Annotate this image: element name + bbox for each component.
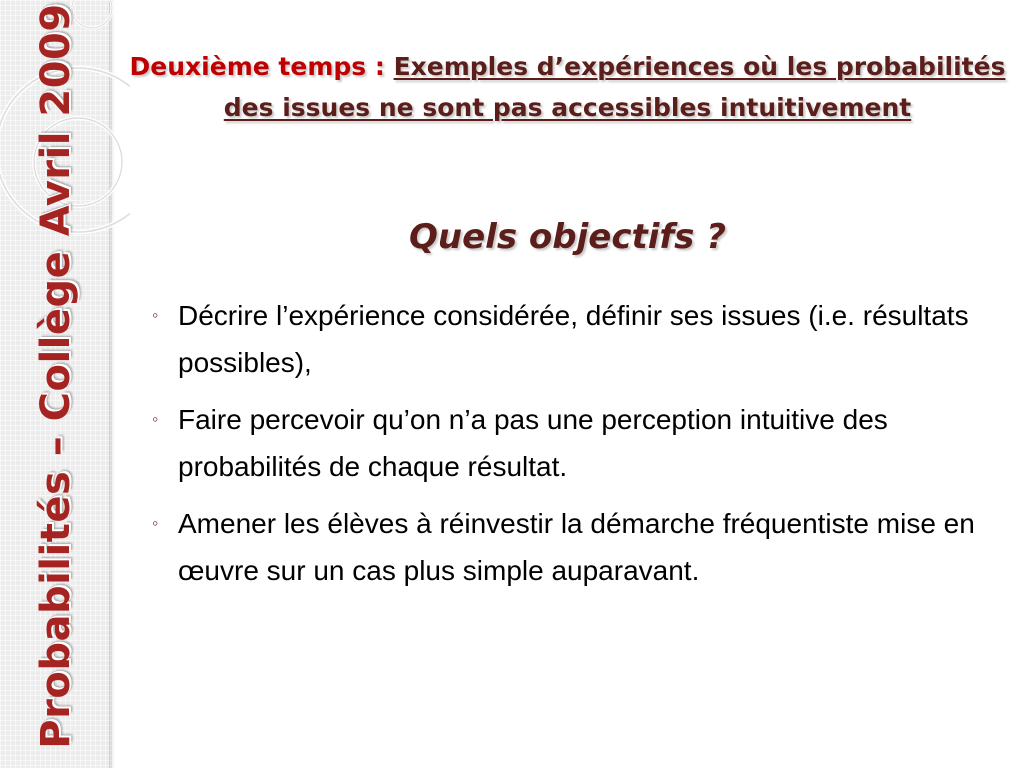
bullet-item <box>152 500 1012 594</box>
bullet-list <box>152 292 1012 604</box>
bullet-item <box>152 396 1012 490</box>
bullet-text: Amener les élèves à réinvestir la démarche fréquentiste mise en œuvre sur un cas plus simple auparavant. <box>178 508 975 586</box>
header-lead: Deuxième temps : <box>129 52 394 81</box>
slide-header <box>125 46 1010 128</box>
bullet-text: Faire percevoir qu’on n’a pas une perception intuitive des probabilités de chaque résultat. <box>178 404 888 482</box>
header-title: Exemples d’expériences où les probabilités des issues ne sont pas accessibles intuitivement <box>223 52 1006 122</box>
bullet-marker-icon: ◦ <box>152 305 159 325</box>
bullet-item <box>152 292 1012 386</box>
bullet-marker-icon: ◦ <box>152 409 159 429</box>
bullet-marker-icon: ◦ <box>152 513 159 533</box>
slide-subtitle: Quels objectifs ? <box>409 217 726 257</box>
side-title: Probabilités – Collège Avril 2009 <box>33 3 79 749</box>
bullet-text: Décrire l’expérience considérée, définir ses issues (i.e. résultats possibles), <box>178 300 969 378</box>
